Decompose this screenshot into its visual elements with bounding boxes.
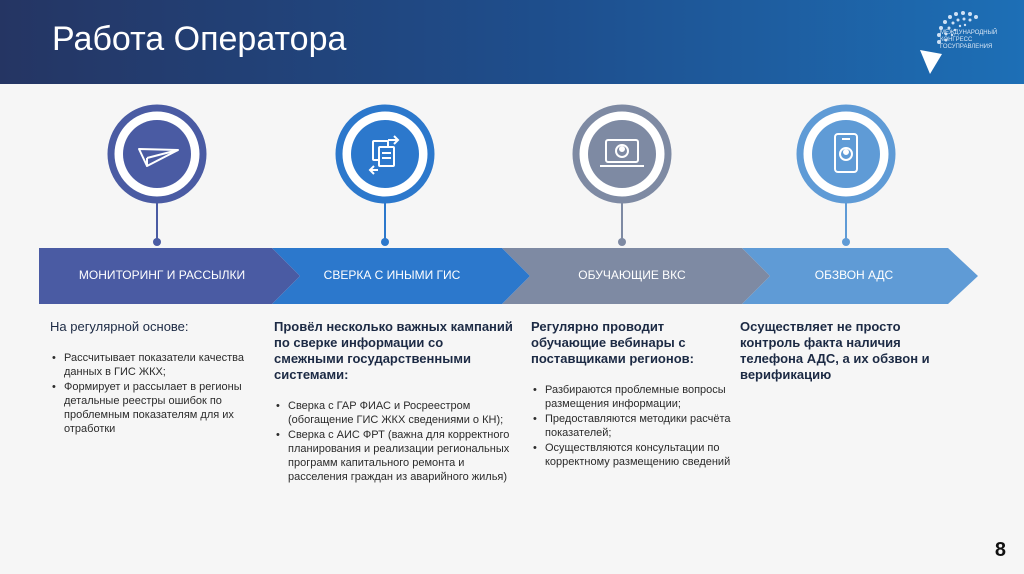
- list-item: • Рассчитывает показатели качества данных в ГИС ЖКХ;: [50, 351, 255, 379]
- column-heading: Провёл несколько важных кампаний по сверке информации со смежными государственными системами:: [274, 319, 513, 382]
- logo-text: МЕЖДУНАРОДНЫЙ КОНГРЕСС ГОСУПРАВЛЕНИЯ: [940, 30, 998, 50]
- column-heading: Регулярно проводит обучающие вебинары с поставщиками регионов:: [531, 319, 694, 366]
- column-monitoring: [50, 319, 255, 437]
- list-item: • Сверка с АИС ФРТ (важна для корректного планирования и реализации региональных программ капитального ремонта и расселения граждан из аварийного жилья): [274, 428, 516, 484]
- page-number: 8: [994, 539, 1006, 561]
- page-title: Работа Оператора: [52, 20, 347, 58]
- step-label-training: ОБУЧАЮЩИЕ ВКС: [578, 268, 686, 282]
- process-graphic: [0, 84, 1024, 324]
- column-list: [50, 351, 255, 436]
- column-heading: На регулярной основе:: [50, 319, 189, 334]
- column-list: [274, 399, 516, 484]
- list-item: • Сверка с ГАР ФИАС и Росреестром (обогащение ГИС ЖКХ сведениями о КН);: [274, 399, 516, 427]
- column-heading: Осуществляет не просто контроль факта наличия телефона АДС, а их обзвон и верификацию: [740, 319, 930, 382]
- list-item: • Предоставляются методики расчёта показателей;: [531, 412, 731, 440]
- step-label-ads-calls: ОБЗВОН АДС: [814, 268, 894, 282]
- step-connectors: [153, 200, 850, 246]
- step-label-gis-reconciliation: СВЕРКА С ИНЫМИ ГИС: [323, 268, 461, 282]
- step-circle-1: [111, 108, 203, 200]
- column-ads-calls: [740, 319, 960, 399]
- column-list: [531, 383, 731, 469]
- step-label-monitoring: МОНИТОРИНГ И РАССЫЛКИ: [78, 268, 246, 282]
- step-circle-3: [576, 108, 668, 200]
- list-item: • Формирует и рассылает в регионы детальные реестры ошибок по проблемным показателям для их отработки: [50, 380, 255, 436]
- column-training: [531, 319, 731, 470]
- header-bar: [0, 0, 1024, 84]
- list-item: • Осуществляются консультации по корректному размещению сведений: [531, 441, 731, 469]
- column-gis-reconciliation: [274, 319, 516, 485]
- list-item: • Разбираются проблемные вопросы размещения информации;: [531, 383, 731, 411]
